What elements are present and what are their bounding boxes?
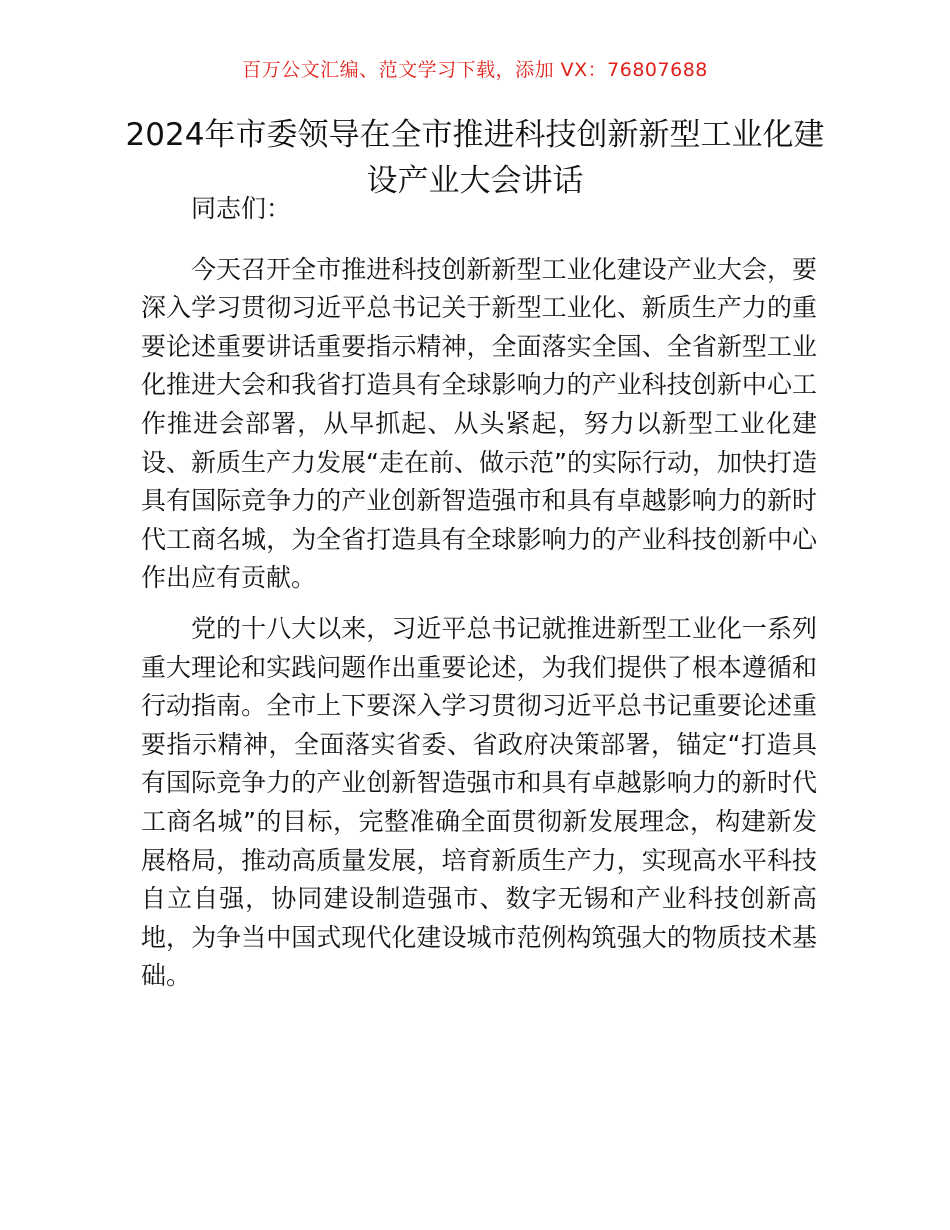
- paragraph-2: 党的十八大以来，习近平总书记就推进新型工业化一系列重大理论和实践问题作出重要论述，为我们提供了根本遵循和行动指南。全市上下要深入学习贯彻习近平总书记重要论述重要指示精神，全面落实省委、省政府决策部署，锚定“打造具有国际竞争力的产业创新智造强市和具有卓越影响力的新时代工商名城”的目标，完整准确全面贯彻新发展理念，构建新发展格局，推动高质量发展，培育新质生产力，实现高水平科技自立自强，协同建设制造强市、数字无锡和产业科技创新高地，为争当中国式现代化建设城市范例构筑强大的物质技术基础。: [141, 613, 817, 991]
- watermark-banner: 百万公文汇编、范文学习下载，添加 VX：76807688: [242, 59, 708, 81]
- paragraph-1: 今天召开全市推进科技创新新型工业化建设产业大会，要深入学习贯彻习近平总书记关于新型工业化、新质生产力的重要论述重要讲话重要指示精神，全面落实全国、全省新型工业化推进大会和我省打造具有全球影响力的产业科技创新中心工作推进会部署，从早抓起、从头紧起，努力以新型工业化建设、新质生产力发展“走在前、做示范”的实际行动，加快打造具有国际竞争力的产业创新智造强市和具有卓越影响力的新时代工商名城，为全省打造具有全球影响力的产业科技创新中心作出应有贡献。: [141, 254, 817, 593]
- document-body: [141, 190, 817, 996]
- document-title: 2024年市委领导在全市推进科技创新新型工业化建设产业大会讲话: [125, 117, 825, 199]
- salutation: 同志们：: [191, 194, 292, 223]
